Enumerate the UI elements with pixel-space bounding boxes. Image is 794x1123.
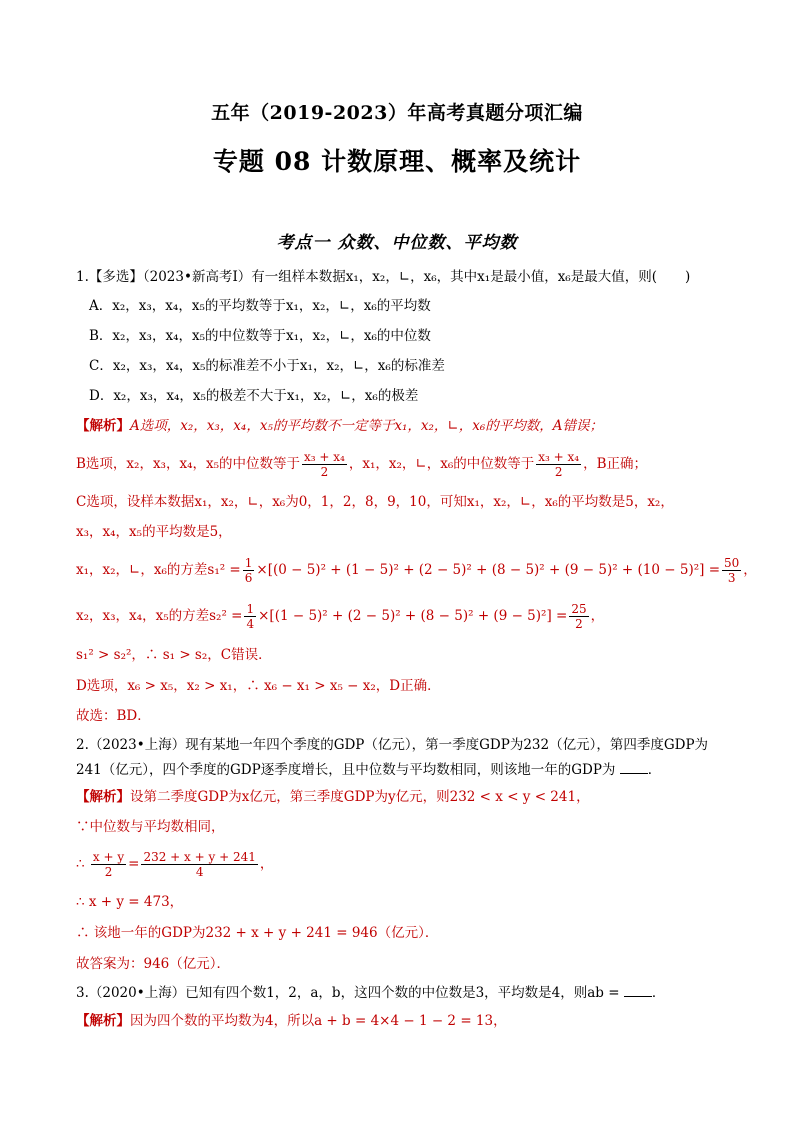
- fraction: $\frac{232 + x + y + 241}{4}$: [143, 850, 256, 879]
- q1-solution-a: 【解析】A选项，x₂，x₃，x₄，x₅的平均数不一定等于x₁，x₂，∟，x₆的平均数，A错误；: [76, 418, 603, 434]
- q2-answer: 故答案为：946（亿元）．: [76, 956, 231, 972]
- q2-solution-5: ∴ 该地一年的GDP为232 + x + y + 241 = 946（亿元）．: [76, 925, 439, 941]
- fraction: $\frac{x + y}{2}$: [92, 850, 125, 879]
- solution-tag: 【解析】: [76, 1013, 130, 1029]
- fraction: $\frac{\text{x₃ + x₄}}{2}$: [304, 450, 345, 479]
- q1-option-b: B．x₂，x₃，x₄，x₅的中位数等于x₁，x₂，∟，x₆的中位数: [89, 328, 431, 344]
- fraction: $\frac{25}{2}$: [571, 602, 587, 631]
- q1-option-c: C．x₂，x₃，x₄，x₅的标准差不小于x₁，x₂，∟，x₆的标准差: [89, 358, 445, 374]
- q3-solution-1: 【解析】因为四个数的平均数为4，所以a + b = 4×4 − 1 − 2 = 13，: [76, 1013, 507, 1029]
- q1-stem: 1.【多选】（2023•新高考Ⅰ）有一组样本数据x₁，x₂，∟，x₆，其中x₁是最小值，x₆是最大值，则( ): [76, 269, 691, 285]
- q1-solution-c3: x₁，x₂，∟，x₆的方差s₁² = $\frac{1}{6}$ ×[(0 − 5)² + (1 − 5)² + (2 − 5)² + (8 − 5)² + (9 − 5)² + (10 − 5)²] = $\frac{50}{3}$ ，: [76, 556, 757, 585]
- q2-solution-2: ∵中位数与平均数相同，: [76, 819, 225, 835]
- page-title: 五年（2019-2023）年高考真题分项汇编: [211, 102, 583, 124]
- q2-solution-3: ∴ $\frac{x + y}{2}$ = $\frac{232 + x + y + 241}{4}$ ，: [76, 850, 274, 879]
- q1-answer: 故选：BD．: [76, 708, 151, 724]
- q1-option-d: D．x₂，x₃，x₄，x₅的极差不大于x₁，x₂，∟，x₆的极差: [89, 388, 419, 404]
- q3-stem: 3.（2020•上海）已知有四个数1，2，a，b，这四个数的中位数是3，平均数是4，则ab = ．: [76, 985, 666, 1001]
- q1-solution-c4: x₂，x₃，x₄，x₅的方差s₂² = $\frac{1}{4}$ ×[(1 − 5)² + (2 − 5)² + (8 − 5)² + (9 − 5)²] = $\frac{25}{2}$ ，: [76, 602, 605, 631]
- q1-solution-c1: C选项，设样本数据x₁，x₂，∟，x₆为0，1，2，8，9，10，可知x₁，x₂，∟，x₆的平均数是5，x₂，: [76, 494, 674, 510]
- answer-blank: [620, 761, 648, 774]
- q2-stem-line2: 241（亿元），四个季度的GDP逐季度增长，且中位数与平均数相同，则该地一年的GDP为 ．: [76, 762, 662, 778]
- fraction: $\frac{1}{4}$: [246, 602, 255, 631]
- topic-title: 专题 08 计数原理、概率及统计: [212, 147, 582, 176]
- q2-stem-line1: 2.（2023•上海）现有某地一年四个季度的GDP（亿元），第一季度GDP为232（亿元），第四季度GDP为: [76, 737, 709, 753]
- solution-tag: 【解析】: [76, 789, 130, 805]
- solution-tag: 【解析】: [76, 418, 130, 434]
- q2-solution-4: ∴ x + y = 473，: [76, 894, 184, 910]
- fraction: $\frac{50}{3}$: [724, 556, 740, 585]
- section-heading: 考点一 众数、中位数、平均数: [276, 233, 518, 253]
- answer-blank: [624, 984, 652, 997]
- fraction: $\frac{\text{x₃ + x₄}}{2}$: [538, 450, 580, 479]
- q2-solution-1: 【解析】设第二季度GDP为x亿元，第三季度GDP为y亿元，则232 < x < y < 241，: [76, 789, 590, 805]
- q1-option-a: A．x₂，x₃，x₄，x₅的平均数等于x₁，x₂，∟，x₆的平均数: [89, 298, 431, 314]
- q1-solution-d: D选项，x₆ > x₅，x₂ > x₁，∴ x₆ − x₁ > x₅ − x₂，D正确．: [76, 678, 441, 694]
- q1-solution-c5: s₁² > s₂²，∴ s₁ > s₂，C错误．: [76, 647, 272, 663]
- q1-solution-b: B选项，x₂，x₃，x₄，x₅的中位数等于 $\frac{\text{x₃ + x₄}}{2}$ ，x₁，x₂，∟，x₆的中位数等于 $\frac{\text{x₃ + x₄}}{2}$ ，B正确；: [76, 450, 648, 479]
- fraction: $\frac{1}{6}$: [244, 556, 253, 585]
- q1-solution-c2: x₃，x₄，x₅的平均数是5，: [76, 524, 232, 540]
